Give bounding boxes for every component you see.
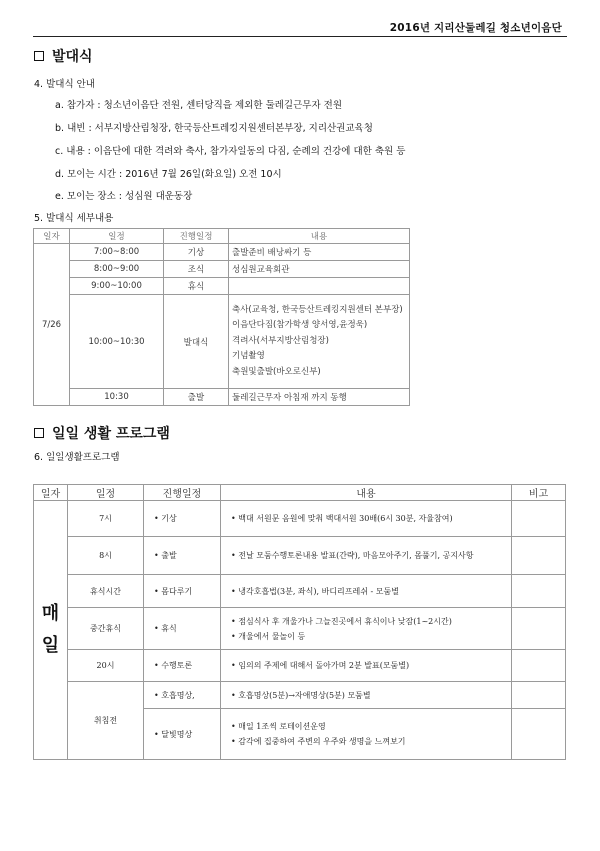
guide-item-guests: b. 내빈 : 서부지방산림청장, 한국등산트레킹지원센터본부장, 지리산권교육청 xyxy=(55,123,373,134)
content-cell: 둘레길근무자 아침재 까지 동행 xyxy=(229,389,410,406)
progress-cell: • 몸다루기 xyxy=(144,575,221,608)
table-row xyxy=(34,650,566,682)
progress-cell: • 출발 xyxy=(144,537,221,575)
content-cell: • 임의의 주제에 대해서 돌아가며 2분 발표(모둠별) xyxy=(221,650,512,682)
content-cell xyxy=(221,608,512,650)
header-content: 내용 xyxy=(229,229,410,244)
header-progress: 진행일정 xyxy=(164,229,229,244)
time-cell: 9:00~10:00 xyxy=(70,278,164,295)
table-row xyxy=(34,261,410,278)
table-row xyxy=(34,682,566,709)
header-content: 내용 xyxy=(221,485,512,501)
table-row xyxy=(34,278,410,295)
content-line: 축사(교육청, 한국등산트레킹지원센터 본부장) xyxy=(232,304,403,315)
time-cell: 7시 xyxy=(68,501,144,537)
section-title-text: 일일 생활 프로그램 xyxy=(52,426,170,442)
time-cell: 20시 xyxy=(68,650,144,682)
header-schedule: 일정 xyxy=(68,485,144,501)
table-header-row xyxy=(34,485,566,501)
progress-cell: 휴식 xyxy=(164,278,229,295)
ceremony-details-table xyxy=(33,228,410,406)
progress-cell: • 호흡명상, xyxy=(144,682,221,709)
content-cell xyxy=(221,709,512,760)
progress-cell: 조식 xyxy=(164,261,229,278)
content-line: 기념촬영 xyxy=(232,351,265,362)
content-line: 이음단다짐(참가학생 양서영,윤정욱) xyxy=(232,320,368,331)
remarks-cell xyxy=(512,682,566,709)
progress-cell: • 기상 xyxy=(144,501,221,537)
subheading-ceremony-guide: 4. 발대식 안내 xyxy=(34,79,95,90)
progress-cell: • 휴식 xyxy=(144,608,221,650)
content-cell: • 냉각호흡법(3분, 좌식), 바디리프레쉬 - 모둠별 xyxy=(221,575,512,608)
header-date: 일자 xyxy=(34,485,68,501)
content-cell: 성심원교육회관 xyxy=(229,261,410,278)
remarks-cell xyxy=(512,537,566,575)
subheading-daily-program: 6. 일일생활프로그램 xyxy=(34,452,120,463)
content-line: 축원및출발(바오로신부) xyxy=(232,366,321,377)
table-row xyxy=(34,608,566,650)
content-cell xyxy=(229,278,410,295)
content-line: • 매일 1조씩 로테이션운영 xyxy=(231,722,326,731)
time-cell: 8시 xyxy=(68,537,144,575)
section-title-text: 발대식 xyxy=(52,49,93,65)
header-schedule: 일정 xyxy=(70,229,164,244)
content-line: 격려사(서부지방산림청장) xyxy=(232,335,329,346)
checkbox-square-icon xyxy=(34,51,44,61)
time-cell: 10:30 xyxy=(70,389,164,406)
guide-item-place: e. 모이는 장소 : 성심원 대운동장 xyxy=(55,191,193,202)
table-row xyxy=(34,295,410,389)
content-cell: 출발준비 배낭싸기 등 xyxy=(229,244,410,261)
content-line: • 개울에서 물놀이 등 xyxy=(231,631,306,641)
remarks-cell xyxy=(512,575,566,608)
content-line: • 감각에 집중하여 주변의 우주와 생명을 느껴보기 xyxy=(231,737,406,746)
date-cell: 7/26 xyxy=(34,244,70,406)
time-cell: 7:00~8:00 xyxy=(70,244,164,261)
remarks-cell xyxy=(512,709,566,760)
progress-cell: 출발 xyxy=(164,389,229,406)
progress-cell: • 달빛명상 xyxy=(144,709,221,760)
header-remarks: 비고 xyxy=(512,485,566,501)
document-header-title: 2016년 지리산둘레길 청소년이음단 xyxy=(389,22,562,34)
content-cell: • 백대 서원문 음원에 맞춰 백대서원 30배(6시 30분, 자율참여) xyxy=(221,501,512,537)
time-cell: 10:00~10:30 xyxy=(70,295,164,389)
section-title-daily xyxy=(34,423,170,443)
time-cell: 취침전 xyxy=(68,682,144,760)
content-cell xyxy=(229,295,410,389)
header-rule xyxy=(33,36,567,37)
daily-date-cell xyxy=(34,501,68,760)
time-cell: 휴식시간 xyxy=(68,575,144,608)
daily-program-table xyxy=(33,484,566,760)
daily-label: 매일 xyxy=(41,603,60,656)
table-row xyxy=(34,575,566,608)
content-cell: • 전날 모둠수행토론내용 발표(간략), 마음모아주기, 몸풀기, 공지사항 xyxy=(221,537,512,575)
remarks-cell xyxy=(512,501,566,537)
remarks-cell xyxy=(512,608,566,650)
progress-cell: 발대식 xyxy=(164,295,229,389)
progress-cell: 기상 xyxy=(164,244,229,261)
guide-item-content: c. 내용 : 이음단에 대한 격려와 축사, 참가자일동의 다짐, 순례의 건강에 대한 축원 등 xyxy=(55,146,406,157)
guide-item-time: d. 모이는 시간 : 2016년 7월 26일(화요일) 오전 10시 xyxy=(55,169,282,180)
content-line: • 점심식사 후 개울가나 그늘진곳에서 휴식이나 낮잠(1~2시간) xyxy=(231,616,452,626)
table-row xyxy=(34,244,410,261)
remarks-cell xyxy=(512,650,566,682)
time-cell: 8:00~9:00 xyxy=(70,261,164,278)
header-progress: 진행일정 xyxy=(144,485,221,501)
checkbox-square-icon xyxy=(34,428,44,438)
section-title-ceremony xyxy=(34,46,93,66)
guide-item-participants: a. 참가자 : 청소년이음단 전원, 센터당직을 제외한 둘레길근무자 전원 xyxy=(55,100,342,111)
subheading-ceremony-details: 5. 발대식 세부내용 xyxy=(34,213,114,224)
content-cell: • 호흡명상(5분)→자애명상(5분) 모둠별 xyxy=(221,682,512,709)
table-row xyxy=(34,389,410,406)
table-row xyxy=(34,537,566,575)
table-header-row xyxy=(34,229,410,244)
progress-cell: • 수행토론 xyxy=(144,650,221,682)
table-row xyxy=(34,501,566,537)
time-cell: 중간휴식 xyxy=(68,608,144,650)
header-date: 일자 xyxy=(34,229,70,244)
